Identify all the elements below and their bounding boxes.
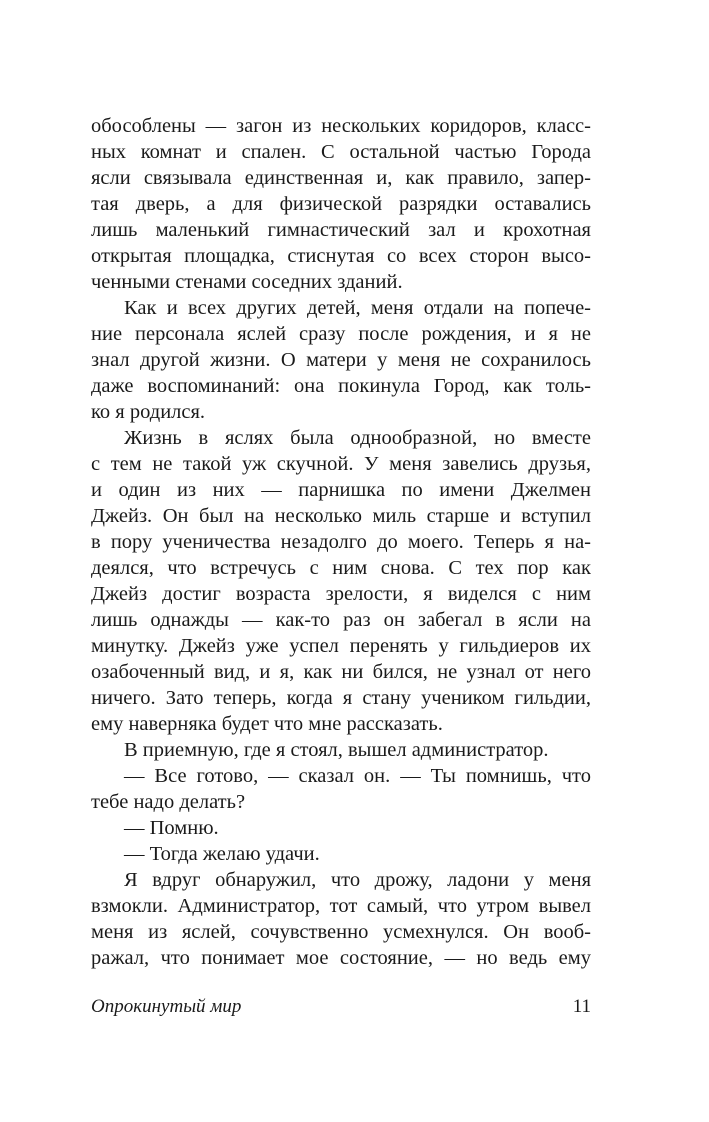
text-line: меня из яслей, сочувственно усмехнулся. Он вооб- [91, 921, 591, 943]
text-line: ных комнат и спален. С остальной частью Города [91, 141, 591, 163]
text-line: озабоченный вид, и я, как ни бился, не узнал от него [91, 661, 591, 683]
text-line: В приемную, где я стоял, вышел администратор. [124, 739, 549, 761]
text-line: Джейз достиг возраста зрелости, я виделся с ним [91, 583, 591, 605]
text-line: взмокли. Администратор, тот самый, что утром вывел [91, 895, 591, 917]
text-line: обособлены — загон из нескольких коридоров, класс- [91, 115, 591, 137]
text-line: лишь однажды — как-то раз он забегал в ясли на [91, 609, 591, 631]
text-line: — Помню. [124, 817, 219, 839]
text-line: тебе надо делать? [91, 791, 246, 813]
text-line: ему наверняка будет что мне рассказать. [91, 713, 443, 735]
text-line: даже воспоминаний: она покинула Город, как толь- [91, 375, 591, 397]
text-line: ясли связывала единственная и, как правило, запер- [91, 167, 591, 189]
text-line: Жизнь в яслях была однообразной, но вместе [124, 427, 591, 449]
text-line: открытая площадка, стиснутая со всех сторон высо- [91, 245, 591, 267]
text-line: ченными стенами соседних зданий. [91, 271, 403, 293]
text-line: минутку. Джейз уже успел перенять у гильдиеров их [91, 635, 591, 657]
text-line: и один из них — парнишка по имени Джелмен [91, 479, 591, 501]
page-number: 11 [572, 996, 591, 1017]
text-line: — Тогда желаю удачи. [124, 843, 320, 865]
text-line: Как и всех других детей, меня отдали на попече- [124, 297, 591, 319]
text-line: знал другой жизни. О матери у меня не сохранилось [91, 349, 591, 371]
text-line: ние персонала яслей сразу после рождения, и я не [91, 323, 591, 345]
page-footer [91, 994, 591, 1020]
text-line: в пору ученичества незадолго до моего. Теперь я на- [91, 531, 591, 553]
text-line: ничего. Зато теперь, когда я стану учеником гильдии, [91, 687, 591, 709]
text-line: тая дверь, а для физической разрядки оставались [91, 193, 591, 215]
text-line: с тем не такой уж скучной. У меня завелись друзья, [91, 453, 591, 475]
running-title: Опрокинутый мир [91, 996, 242, 1017]
text-line: ко я родился. [91, 401, 206, 423]
text-line: Джейз. Он был на несколько миль старше и вступил [91, 505, 591, 527]
text-line: Я вдруг обнаружил, что дрожу, ладони у меня [124, 869, 591, 891]
text-line: деялся, что встречусь с ним снова. С тех пор как [91, 557, 591, 579]
text-line: ражал, что понимает мое состояние, — но ведь ему [91, 947, 591, 969]
text-line: лишь маленький гимнастический зал и крохотная [91, 219, 591, 241]
body-text [91, 113, 591, 971]
text-line: — Все готово, — сказал он. — Ты помнишь, что [124, 765, 591, 787]
